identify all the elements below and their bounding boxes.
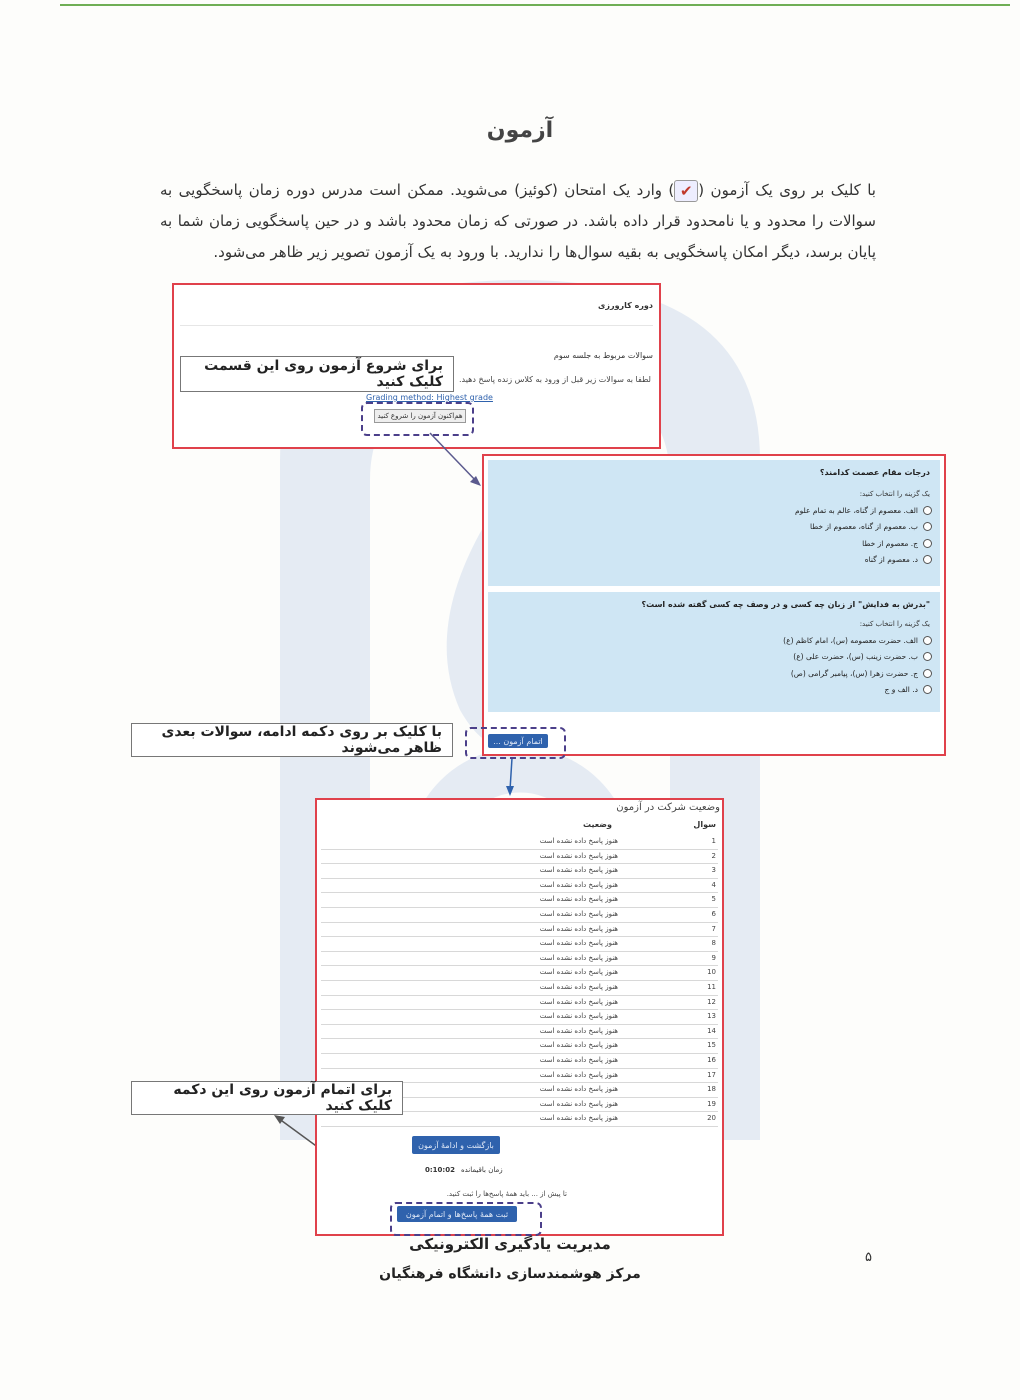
question-number[interactable]: 13 xyxy=(707,1012,716,1021)
q2-option-c[interactable] xyxy=(791,669,932,678)
question-1 xyxy=(488,460,940,586)
footer-line-2: مرکز هوشمندسازی دانشگاه فرهنگیان xyxy=(379,1266,641,1282)
question-number[interactable]: 3 xyxy=(711,866,716,875)
grading-method: Grading method: Highest grade xyxy=(366,393,493,402)
question-number[interactable]: 17 xyxy=(707,1070,716,1079)
question-status: هنوز پاسخ داده نشده است xyxy=(539,997,618,1006)
question-status: هنوز پاسخ داده نشده است xyxy=(539,953,618,962)
callout-start-quiz: برای شروع آزمون روی این قسمت کلیک کنید xyxy=(180,356,454,392)
table-row xyxy=(321,1024,718,1040)
highlight-start-button xyxy=(361,402,474,436)
question-number[interactable]: 9 xyxy=(711,953,716,962)
option-label: ب. معصوم از گناه، معصوم از خطا xyxy=(809,522,918,531)
radio-icon[interactable] xyxy=(923,522,932,531)
page-title: آزمون xyxy=(486,118,554,143)
intro-text-2: ) وارد یک امتحان (کوئیز) می‌شوید. ممکن است مدرس دوره زمان پاسخگویی به سوالات را محدود و یا نامحدود قرار داده باشد. در صورتی که زمان محدود باشد و در حین پاسخگویی زمان شما به پایان برسد، دیگر امکان پاسخگویی به بقیه سوال‌ها را ندارید. با ورود به یک آزمون تصویر زیر ظاهر می‌شود. xyxy=(160,181,876,261)
question-2-title: "بدرش به فدایش" از زبان چه کسی و در وصف چه کسی گفته شده است؟ xyxy=(641,600,930,609)
table-row xyxy=(321,980,718,996)
q2-option-b[interactable] xyxy=(793,652,932,661)
option-label: ج. حضرت زهرا (س)، پیامبر گرامی (ص) xyxy=(790,669,918,678)
question-number[interactable]: 2 xyxy=(711,851,716,860)
table-row xyxy=(321,922,718,938)
question-number[interactable]: 12 xyxy=(707,997,716,1006)
question-number[interactable]: 15 xyxy=(707,1041,716,1050)
q2-option-d[interactable] xyxy=(885,685,932,694)
question-number[interactable]: 10 xyxy=(707,968,716,977)
col-question-header: سوال xyxy=(693,820,716,829)
question-number[interactable]: 5 xyxy=(711,895,716,904)
table-row xyxy=(321,965,718,981)
callout-continue: با کلیک بر روی دکمه ادامه، سوالات بعدی ظاهر می‌شوند xyxy=(131,723,453,757)
question-number[interactable]: 8 xyxy=(711,939,716,948)
question-number[interactable]: 7 xyxy=(711,924,716,933)
question-status: هنوز پاسخ داده نشده است xyxy=(539,851,618,860)
question-status: هنوز پاسخ داده نشده است xyxy=(539,939,618,948)
question-2 xyxy=(488,592,940,712)
question-status: هنوز پاسخ داده نشده است xyxy=(539,968,618,977)
submit-note: تا پیش از ... باید همهٔ پاسخ‌ها را ثبت کنید. xyxy=(446,1190,567,1198)
question-number[interactable]: 6 xyxy=(711,910,716,918)
radio-icon[interactable] xyxy=(923,685,932,694)
quiz-questions-screenshot xyxy=(482,454,946,756)
question-number[interactable]: 4 xyxy=(711,880,716,889)
question-status: هنوز پاسخ داده نشده است xyxy=(539,983,618,991)
intro-text-1: با کلیک بر روی یک آزمون ( xyxy=(698,181,876,199)
quiz-checkmark-icon: ✔ xyxy=(674,180,698,202)
option-label: د. معصوم از گناه xyxy=(864,555,918,564)
q1-option-b[interactable] xyxy=(810,522,932,531)
finish-quiz-button[interactable]: اتمام آزمون ... xyxy=(488,734,548,748)
question-number[interactable]: 20 xyxy=(707,1114,716,1123)
time-left xyxy=(425,1166,503,1174)
question-status: هنوز پاسخ داده نشده است xyxy=(539,1085,618,1094)
radio-icon[interactable] xyxy=(923,652,932,661)
question-status: هنوز پاسخ داده نشده است xyxy=(539,866,618,875)
summary-heading: وضعیت شرکت در آزمون xyxy=(616,802,720,813)
time-left-value: 0:10:02 xyxy=(425,1166,455,1174)
table-row xyxy=(321,834,718,850)
radio-icon[interactable] xyxy=(923,506,932,515)
question-number[interactable]: 18 xyxy=(707,1085,716,1094)
table-row xyxy=(321,863,718,879)
question-number[interactable]: 1 xyxy=(711,837,716,845)
time-left-label: زمان باقیمانده xyxy=(460,1166,503,1174)
question-number[interactable]: 11 xyxy=(707,983,716,991)
question-status: هنوز پاسخ داده نشده است xyxy=(539,1114,618,1123)
table-row xyxy=(321,849,718,865)
question-1-hint: یک گزینه را انتخاب کنید: xyxy=(859,490,930,498)
question-status: هنوز پاسخ داده نشده است xyxy=(539,1056,618,1064)
question-2-hint: یک گزینه را انتخاب کنید: xyxy=(859,620,930,628)
table-row xyxy=(321,936,718,952)
question-status: هنوز پاسخ داده نشده است xyxy=(539,1099,618,1108)
callout-finish: برای اتمام آزمون روی این دکمه کلیک کنید xyxy=(131,1081,403,1115)
question-status: هنوز پاسخ داده نشده است xyxy=(539,1070,618,1079)
q2-option-a[interactable] xyxy=(783,636,932,645)
option-label: الف. حضرت معصومه (س)، امام کاظم (ع) xyxy=(783,636,918,645)
intro-paragraph xyxy=(160,175,876,268)
question-status: هنوز پاسخ داده نشده است xyxy=(539,837,618,845)
table-row xyxy=(321,1053,718,1069)
question-status: هنوز پاسخ داده نشده است xyxy=(539,1041,618,1050)
submit-all-and-finish-button[interactable]: ثبت همهٔ پاسخ‌ها و اتمام آزمون xyxy=(397,1206,517,1222)
question-status: هنوز پاسخ داده نشده است xyxy=(539,1012,618,1021)
question-status: هنوز پاسخ داده نشده است xyxy=(539,895,618,904)
start-quiz-button[interactable]: هم‌اکنون آزمون را شروع کنید xyxy=(374,409,466,423)
q1-option-c[interactable] xyxy=(862,539,932,548)
table-row xyxy=(321,995,718,1011)
question-number[interactable]: 16 xyxy=(707,1056,716,1064)
question-status: هنوز پاسخ داده نشده است xyxy=(539,880,618,889)
top-rule xyxy=(60,4,1010,6)
table-row xyxy=(321,892,718,908)
q1-option-d[interactable] xyxy=(865,555,932,564)
option-label: د. الف و ج xyxy=(884,685,918,694)
option-label: ج. معصوم از خطا xyxy=(862,539,918,548)
table-row xyxy=(321,878,718,894)
question-number[interactable]: 19 xyxy=(707,1099,716,1108)
q1-option-a[interactable] xyxy=(795,506,932,515)
footer-line-1: مدیریت یادگیری الکترونیکی xyxy=(409,1235,611,1253)
option-label: ب. حضرت زینب (س)، حضرت علی (ع) xyxy=(793,652,918,661)
attempt-summary-screenshot xyxy=(315,798,724,1236)
table-row xyxy=(321,1009,718,1025)
question-status: هنوز پاسخ داده نشده است xyxy=(539,924,618,933)
quiz-name: سوالات مربوط به جلسه سوم xyxy=(553,351,653,360)
return-to-attempt-button[interactable]: بازگشت و ادامهٔ آزمون xyxy=(412,1136,500,1154)
radio-icon[interactable] xyxy=(923,555,932,564)
quiz-instruction: لطفا به سوالات زیر قبل از ورود به کلاس زنده پاسخ دهید. xyxy=(459,375,651,384)
table-row xyxy=(321,1038,718,1054)
option-label: الف. معصوم از گناه، عالم به تمام علوم xyxy=(794,506,918,515)
highlight-finish-button xyxy=(465,727,566,759)
divider xyxy=(180,325,653,326)
highlight-submit-button xyxy=(390,1202,542,1236)
radio-icon[interactable] xyxy=(923,636,932,645)
question-number[interactable]: 14 xyxy=(707,1026,716,1035)
radio-icon[interactable] xyxy=(923,669,932,678)
col-status-header: وضعیت xyxy=(583,820,612,829)
question-status: هنوز پاسخ داده نشده است xyxy=(539,1026,618,1035)
question-1-title: درجات مقام عصمت کدامند؟ xyxy=(819,468,930,477)
table-row xyxy=(321,907,718,923)
course-name: دوره کارورزی xyxy=(598,301,653,310)
table-row xyxy=(321,951,718,967)
question-status: هنوز پاسخ داده نشده است xyxy=(539,910,618,918)
page-number: ۵ xyxy=(865,1250,872,1265)
radio-icon[interactable] xyxy=(923,539,932,548)
